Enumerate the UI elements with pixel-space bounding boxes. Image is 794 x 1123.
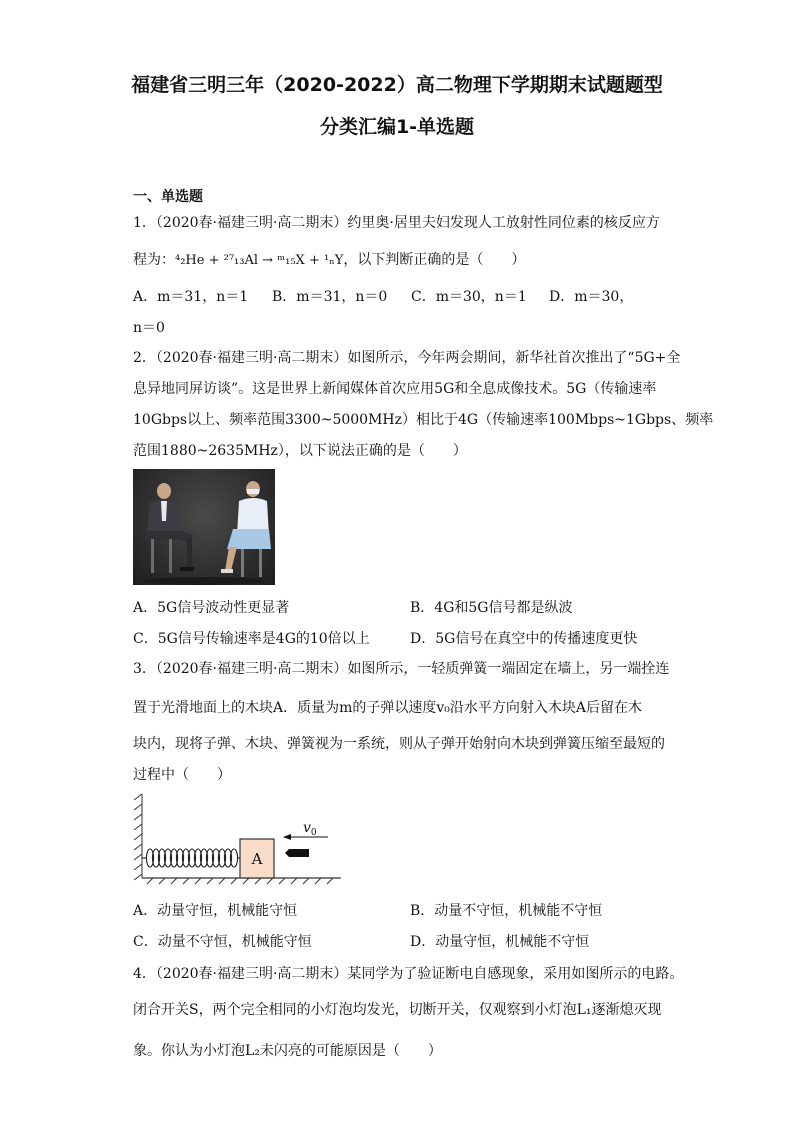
q1-option-c: C．m＝30，n＝1: [411, 289, 527, 305]
q4-text-line3: 象。你认为小灯泡L₂未闪亮的可能原因是（ ）: [133, 1043, 442, 1059]
q3-option-b: B．动量不守恒，机械能不守恒: [410, 903, 603, 919]
q2-text-line1: 2．（2020春·福建三明·高二期末）如图所示，今年两会期间，新华社首次推出了“5G+全: [133, 350, 681, 366]
velocity-arrow-icon: [283, 834, 291, 840]
q1-line2-suffix: ，以下判断正确的是（ ）: [343, 252, 526, 268]
q1-option-b: B．m＝31，n＝0: [272, 289, 388, 305]
q3-text-line1: 3．（2020春·福建三明·高二期末）如图所示，一轻质弹簧一端固定在墙上，另一端拴连: [133, 661, 670, 677]
q4-text-line1: 4．（2020春·福建三明·高二期末）某同学为了验证断电自感现象，采用如图所示的电路。: [133, 966, 684, 982]
q2-interview-photo: [133, 469, 275, 585]
q2-text-line2: 息异地同屏访谈”。这是世界上新闻媒体首次应用5G和全息成像技术。5G（传输速率: [133, 381, 657, 397]
q3-text-line2: 置于光滑地面上的木块A．质量为m的子弹以速度v₀沿水平方向射入木块A后留在木: [133, 700, 643, 716]
q1-option-d: D．m＝30，: [549, 289, 634, 305]
q2-option-b: B．4G和5G信号都是纵波: [410, 600, 573, 616]
q3-option-a: A．动量守恒，机械能守恒: [133, 903, 298, 919]
document-title-line2: 分类汇编1-单选题: [319, 116, 475, 138]
q1-line2-prefix: 程为：: [133, 252, 175, 268]
q2-option-d: D．5G信号在真空中的传播速度更快: [410, 631, 638, 647]
document-title-line1: 福建省三明三年（2020-2022）高二物理下学期期末试题题型: [131, 74, 663, 96]
q3-spring-block-diagram: [133, 790, 348, 885]
q3-text-line4: 过程中（ ）: [133, 767, 231, 783]
q1-text-line1: 1．（2020春·福建三明·高二期末）约里奥·居里夫妇发现人工放射性同位素的核反应方: [133, 215, 660, 231]
q1-text-line2: [133, 249, 525, 269]
block-a-label: A: [251, 850, 263, 868]
q1-equation: ⁴₂He + ²⁷₁₃Al → ᵐ₁₅X + ¹ₙY: [175, 253, 344, 268]
q1-option-d-cont: n＝0: [133, 320, 165, 336]
q3-option-d: D．动量守恒，机械能不守恒: [410, 934, 590, 950]
section-heading: 一、单选题: [133, 189, 203, 205]
q2-text-line4: 范围1880~2635MHz），以下说法正确的是（ ）: [133, 443, 467, 459]
q3-text-line3: 块内，现将子弹、木块、弹簧视为一系统，则从子弹开始射向木块到弹簧压缩至最短的: [133, 736, 665, 752]
q2-text-line3: 10Gbps以上、频率范围3300~5000MHz）相比于4G（传输速率100Mbps~1Gbps、频率: [133, 412, 714, 428]
spring-block-figure: [133, 790, 348, 885]
q1-option-a: A．m＝31，n＝1: [133, 289, 249, 305]
q3-option-c: C．动量不守恒，机械能守恒: [133, 934, 312, 950]
velocity-label: $v_0$: [303, 820, 317, 838]
bullet-shape: [285, 849, 309, 857]
q4-text-line2: 闭合开关S，两个完全相同的小灯泡均发光，切断开关，仅观察到小灯泡L₁逐渐熄灭现: [133, 1002, 662, 1018]
q2-option-a: A．5G信号波动性更显著: [133, 600, 290, 616]
q2-option-c: C．5G信号传输速率是4G的10倍以上: [133, 631, 370, 647]
interview-scene-image: [133, 469, 275, 585]
